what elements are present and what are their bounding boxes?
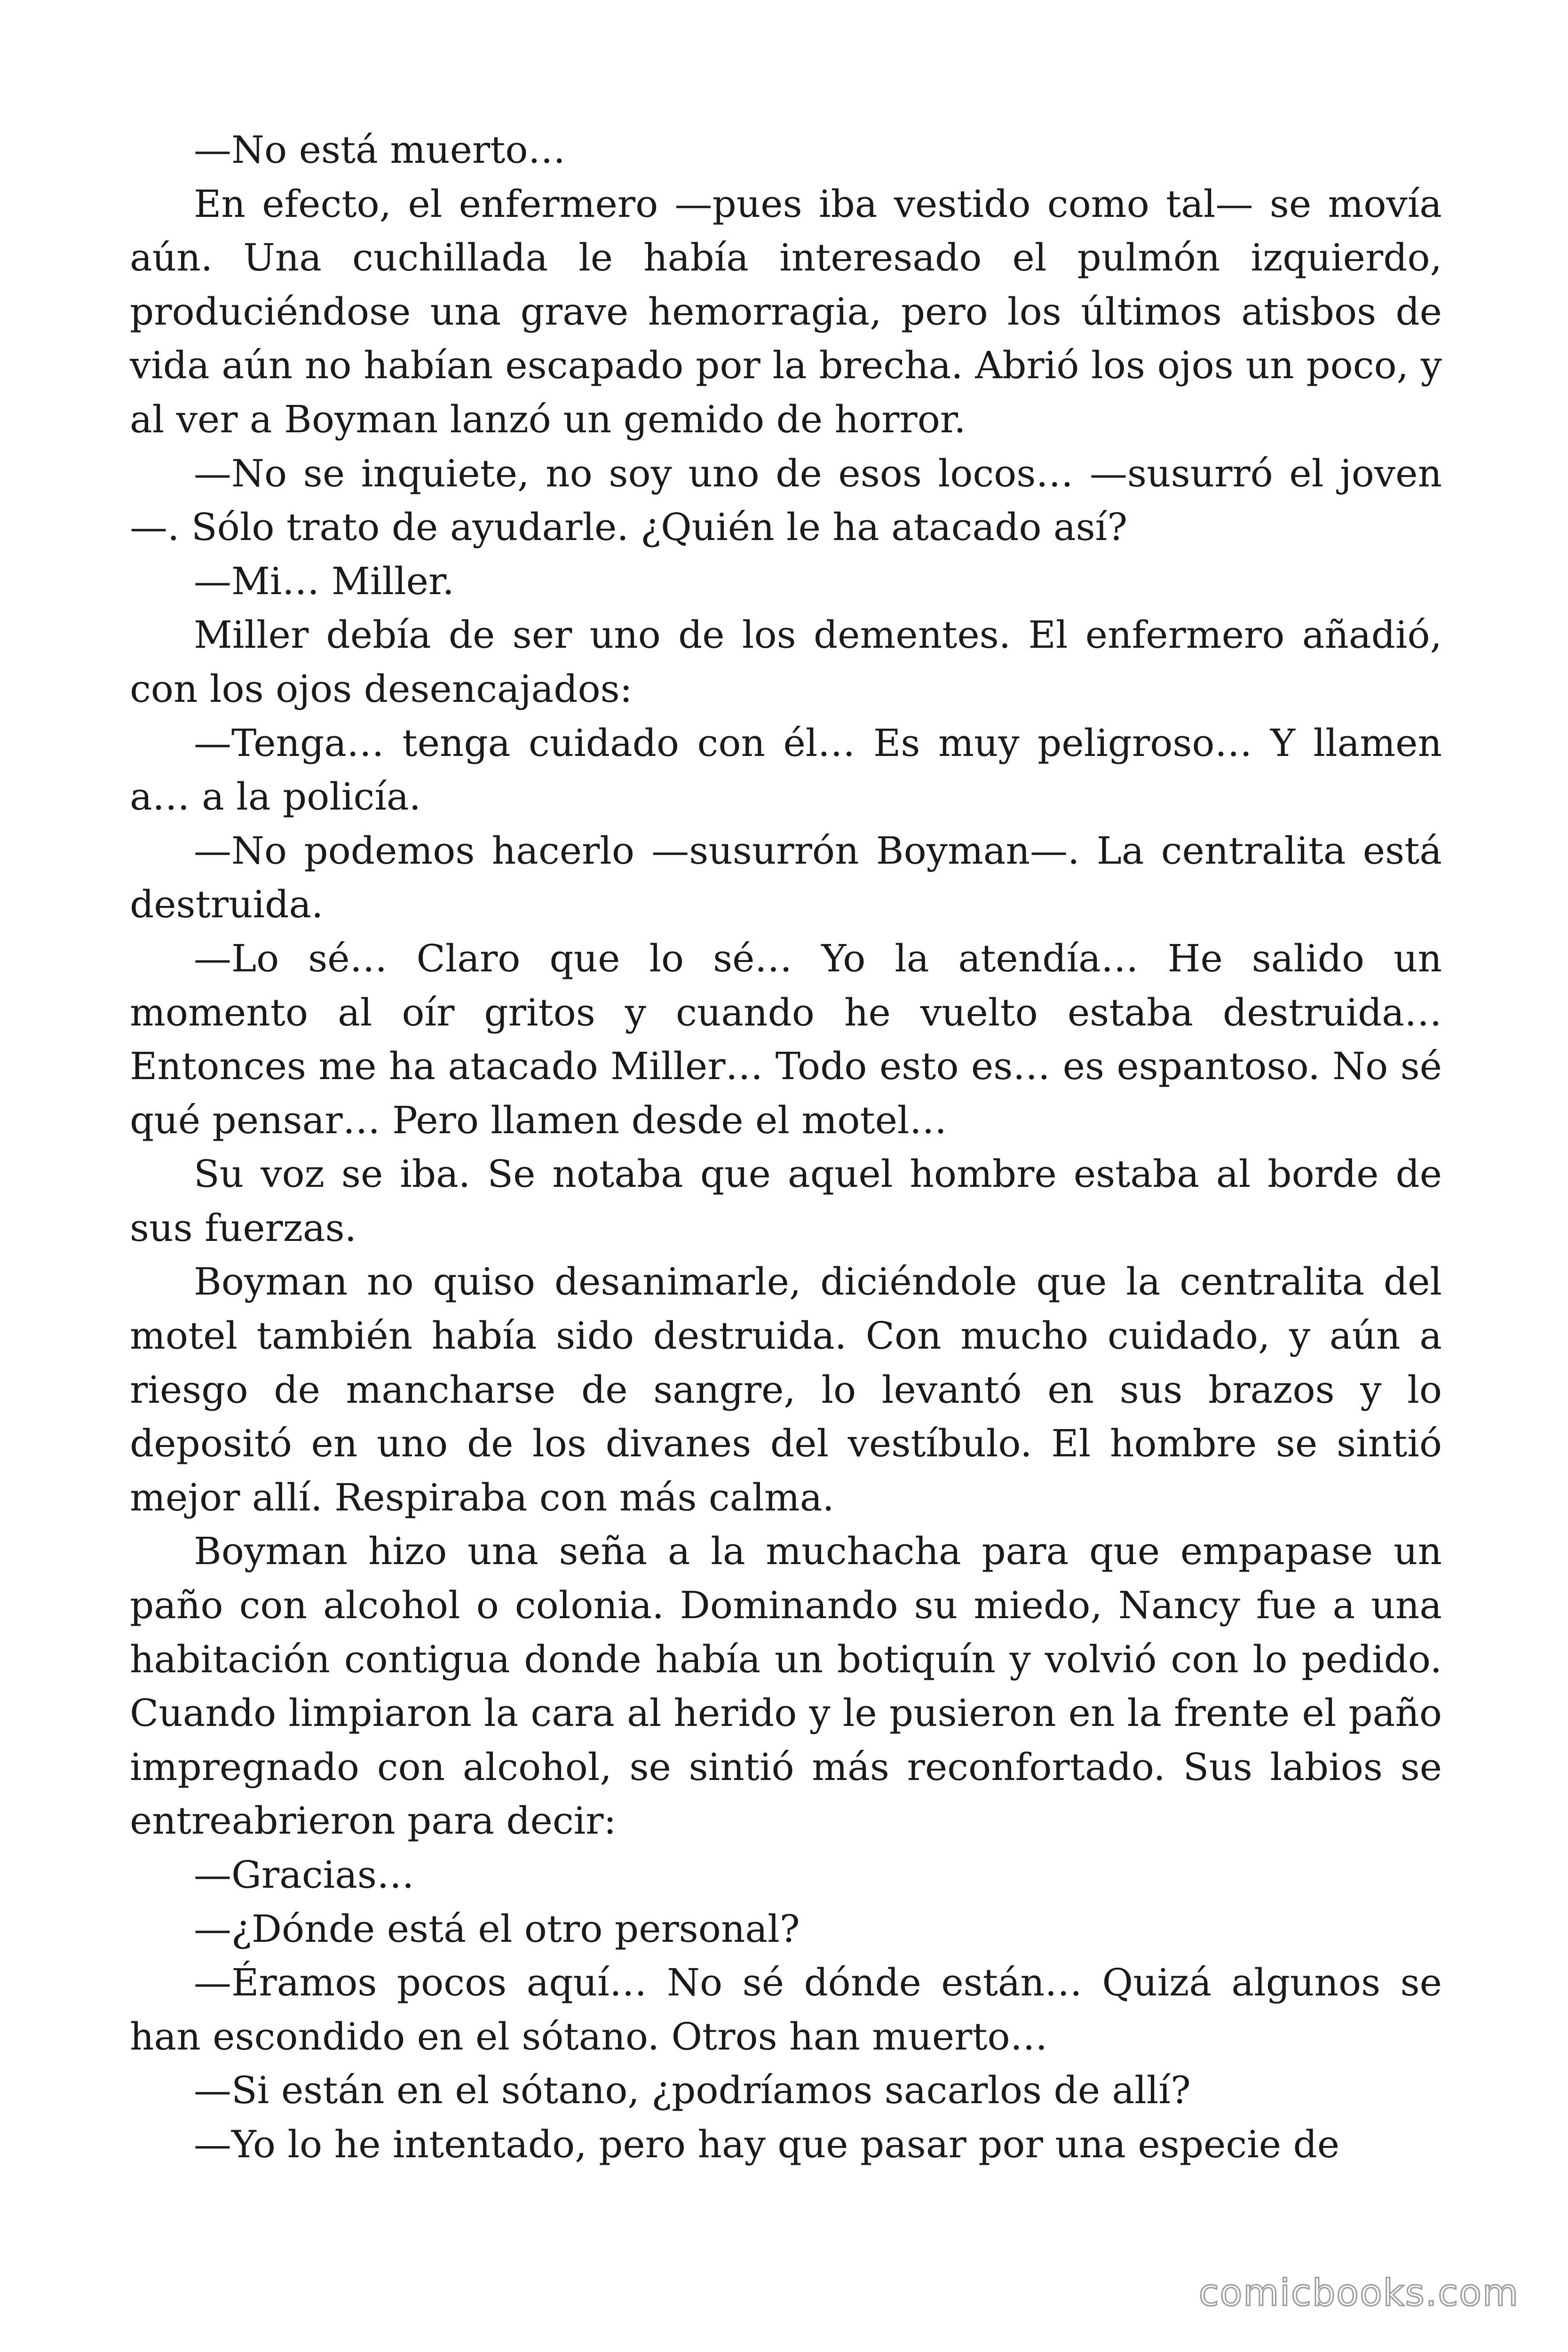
paragraph: —Mi… Miller. — [194, 559, 454, 603]
body-text — [130, 123, 1442, 2172]
paragraph: —¿Dónde está el otro personal? — [194, 1907, 800, 1951]
paragraph: —Yo lo he intentado, pero hay que pasar por una especie de — [194, 2122, 1340, 2166]
paragraph: —Lo sé… Claro que lo sé… Yo la atendía… He salido un momento al oír gritos y cuando he vuelto estaba destruida… Entonces me ha atacado Miller… Todo esto es… es espantoso. No sé qué pensar… Pero llamen desde el motel… — [130, 936, 1442, 1142]
paragraph: —No está muerto… — [194, 128, 566, 172]
paragraph: —Si están en el sótano, ¿podríamos sacarlos de allí? — [194, 2068, 1191, 2113]
paragraph: —No podemos hacerlo —susurrón Boyman—. La centralita está destruida. — [130, 828, 1442, 927]
paragraph: En efecto, el enfermero —pues iba vestido como tal— se movía aún. Una cuchillada le había interesado el pulmón izquierdo, produciéndose una grave hemorragia, pero los últimos atisbos de vida aún no habían escapado por la brecha. Abrió los ojos un poco, y al ver a Boyman lanzó un gemido de horror. — [130, 182, 1442, 441]
paragraph: Miller debía de ser uno de los dementes. El enfermero añadió, con los ojos desencajados: — [130, 613, 1442, 711]
paragraph: —Éramos pocos aquí… No sé dónde están… Quizá algunos se han escondido en el sótano. Otros han muerto… — [130, 1961, 1442, 2058]
paragraph: Boyman no quiso desanimarle, diciéndole que la centralita del motel también había sido destruida. Con mucho cuidado, y aún a riesgo de mancharse de sangre, lo levantó en sus brazos y lo depositó en uno de los divanes del vestíbulo. El hombre se sintió mejor allí. Respiraba con más calma. — [130, 1260, 1442, 1519]
paragraph: Boyman hizo una seña a la muchacha para que empapase un paño con alcohol o colonia. Dominando su miedo, Nancy fue a una habitación contigua donde había un botiquín y volvió con lo pedido. Cuando limpiaron la cara al herido y le pusieron en la frente el paño impregnado con alcohol, se sintió más reconfortado. Sus labios se entreabrieron para decir: — [130, 1529, 1442, 1843]
paragraph: Su voz se iba. Se notaba que aquel hombre estaba al borde de sus fuerzas. — [130, 1152, 1442, 1250]
paragraph: —Tenga… tenga cuidado con él… Es muy peligroso… Y llamen a… a la policía. — [130, 721, 1442, 819]
paragraph: —No se inquiete, no soy uno de esos locos… —susurró el joven —. Sólo trato de ayudarle. ¿Quién le ha atacado así? — [130, 451, 1442, 549]
watermark: comicbooks.com — [1198, 2272, 1519, 2314]
paragraph: —Gracias… — [194, 1853, 414, 1897]
